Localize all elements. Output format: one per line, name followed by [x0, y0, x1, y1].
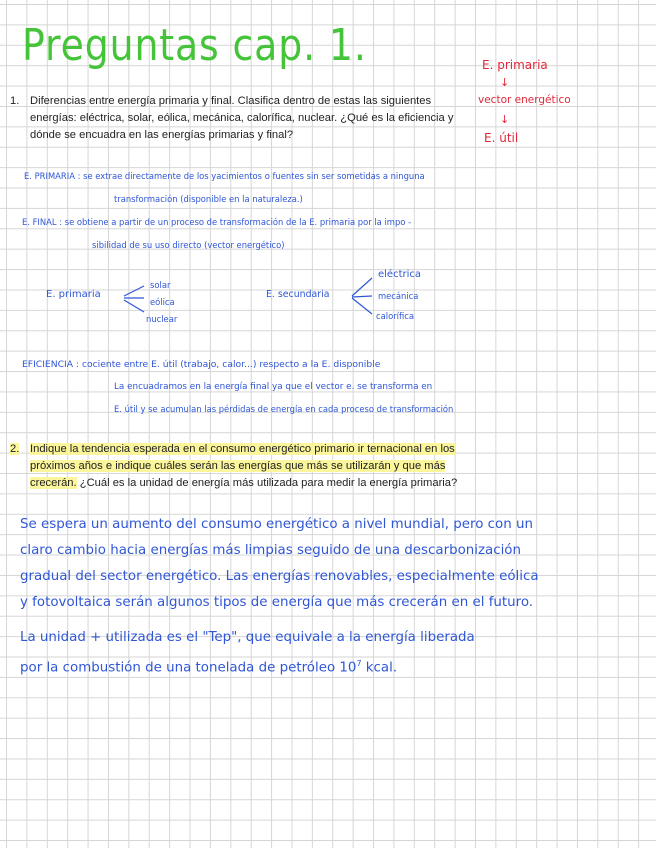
- secundaria-branch: eléctrica: [378, 269, 422, 280]
- down-arrow-icon: ↓: [500, 76, 510, 89]
- unit-line: La unidad + utilizada es el "Tep", que equivale a la energía liberada: [20, 630, 475, 645]
- question-1-line: Diferencias entre energía primaria y final. Clasifica dentro de estas las siguientes: [30, 95, 432, 107]
- secundaria-branch: calorífica: [376, 311, 414, 321]
- answer-2-paragraph: [20, 512, 539, 616]
- question-2-line: ¿Cuál es la unidad de energía más utilizada para medir la energía primaria?: [76, 477, 458, 489]
- primaria-text: se extrae directamente de los yacimientos o fuentes sin ser sometidas a ninguna: [83, 171, 425, 181]
- eficiencia-line: [22, 359, 380, 370]
- page-title: Preguntas cap. 1.: [22, 20, 367, 71]
- final-label: E. FINAL :: [22, 217, 63, 227]
- primaria-tree-root: E. primaria: [46, 289, 101, 300]
- secundaria-tree-root: E. secundaria: [266, 289, 330, 300]
- primaria-branch: nuclear: [146, 314, 178, 324]
- question-1-line: energías: eléctrica, solar, eólica, mecánica, calorífica, nuclear. ¿Qué es la eficiencia y: [30, 112, 454, 124]
- side-vector: vector energético: [478, 94, 571, 106]
- question-2-number: 2.: [10, 443, 20, 455]
- secundaria-branch: mecánica: [378, 291, 419, 301]
- answer-2-line: Se espera un aumento del consumo energético a nivel mundial, pero con un: [20, 517, 533, 532]
- final-definition-line: [22, 217, 411, 227]
- primaria-text-2: transformación (disponible en la naturaleza.): [114, 194, 303, 204]
- eficiencia-text-2: La encuadramos en la energía final ya que el vector e. se transforma en: [114, 382, 433, 392]
- primaria-tree-arrows: [122, 282, 148, 322]
- side-primaria: E. primaria: [482, 58, 548, 72]
- answer-2-line: claro cambio hacia energías más limpias seguido de una descarbonización: [20, 543, 521, 558]
- secundaria-tree-arrows: [350, 274, 376, 320]
- side-util: E. útil: [484, 131, 519, 145]
- answer-2-unit: [20, 625, 475, 681]
- question-1-line: dónde se encuadra en las energías primarias y final?: [30, 129, 294, 141]
- answer-2-line: y fotovoltaica serán algunos tipos de energía que más crecerán en el futuro.: [20, 595, 534, 610]
- unit-exponent: 7: [356, 659, 362, 668]
- eficiencia-label: EFICIENCIA :: [22, 359, 80, 370]
- question-2-line: Indique la tendencia esperada en el consumo energético primario ir ternacional en los: [30, 443, 455, 455]
- eficiencia-text: cociente entre E. útil (trabajo, calor...) respecto a la E. disponible: [81, 359, 381, 370]
- final-text: se obtiene a partir de un proceso de transformación de la E. primaria por la impo -: [64, 217, 412, 227]
- down-arrow-icon: ↓: [500, 113, 510, 126]
- final-text-2: sibilidad de su uso directo (vector energético): [92, 240, 285, 250]
- question-1-number: 1.: [10, 95, 20, 107]
- question-2-highlight: crecerán.: [30, 477, 77, 489]
- unit-line-2: por la combustión de una tonelada de petróleo $10^7$ kcal.: [20, 659, 398, 676]
- eficiencia-text-3: E. útil y se acumulan las pérdidas de energía en cada proceso de transformación: [114, 404, 454, 414]
- question-1-text: [30, 93, 453, 144]
- question-2-text: [30, 441, 457, 492]
- primaria-label: E. PRIMARIA :: [24, 171, 81, 181]
- answer-2-line: gradual del sector energético. Las energías renovables, especialmente eólica: [20, 569, 539, 584]
- question-2-line: próximos años e indique cuáles serán las energías que más se utilizarán y que más: [30, 460, 446, 472]
- primaria-branch: eólica: [150, 297, 175, 307]
- primaria-definition-line: [24, 171, 425, 181]
- primaria-branch: solar: [150, 280, 171, 290]
